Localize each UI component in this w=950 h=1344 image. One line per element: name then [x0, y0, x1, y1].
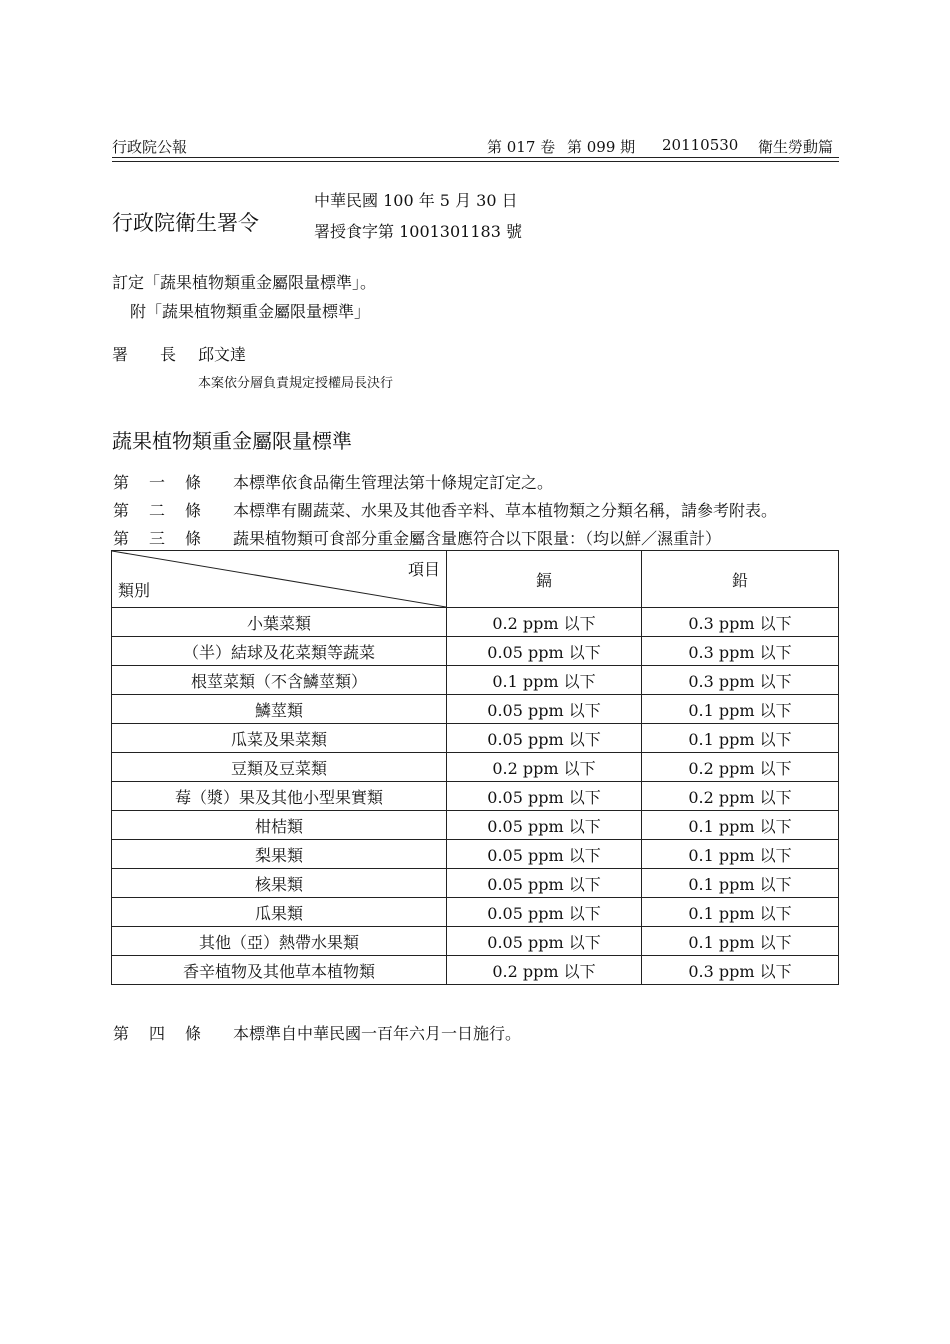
cadmium-cell: 0.05 ppm 以下 [447, 927, 642, 956]
table-row [112, 637, 839, 666]
table-row [112, 840, 839, 869]
table-row [112, 666, 839, 695]
cadmium-cell: 0.05 ppm 以下 [447, 782, 642, 811]
lead-cell: 0.2 ppm 以下 [642, 753, 839, 782]
article-number: 第 二 條 [113, 501, 201, 520]
diagonal-header-cell [112, 551, 447, 608]
table-row [112, 695, 839, 724]
article-1 [113, 470, 833, 492]
diagonal-line [112, 551, 446, 607]
signature-name: 邱文達 [198, 345, 247, 364]
header-category-label: 類別 [118, 581, 151, 600]
cadmium-cell: 0.2 ppm 以下 [447, 956, 642, 985]
category-cell: 根莖菜類（不含鱗莖類） [112, 666, 447, 695]
cadmium-cell: 0.05 ppm 以下 [447, 637, 642, 666]
category-cell: 小葉菜類 [112, 608, 447, 637]
category-cell: 瓜果類 [112, 898, 447, 927]
lead-cell: 0.1 ppm 以下 [642, 811, 839, 840]
category-cell: 莓（漿）果及其他小型果實類 [112, 782, 447, 811]
order-date: 中華民國 100 年 5 月 30 日 [314, 191, 518, 210]
order-body-line2: 附「蔬果植物類重金屬限量標準」 [130, 302, 371, 321]
category-cell: 核果類 [112, 869, 447, 898]
lead-cell: 0.1 ppm 以下 [642, 927, 839, 956]
table-row [112, 811, 839, 840]
table-row [112, 956, 839, 985]
lead-cell: 0.3 ppm 以下 [642, 956, 839, 985]
article-text: 本標準依食品衛生管理法第十條規定訂定之。 [233, 473, 554, 492]
lead-cell: 0.1 ppm 以下 [642, 898, 839, 927]
article-3 [113, 526, 833, 548]
table-row [112, 782, 839, 811]
cadmium-cell: 0.05 ppm 以下 [447, 869, 642, 898]
section-name: 衛生勞動篇 [758, 138, 834, 156]
category-cell: 柑桔類 [112, 811, 447, 840]
issue-number: 第 099 期 [567, 138, 636, 156]
category-cell: （半）結球及花菜類等蔬菜 [112, 637, 447, 666]
standard-title: 蔬果植物類重金屬限量標準 [112, 429, 352, 453]
table-row [112, 608, 839, 637]
header-item-label: 項目 [407, 560, 440, 579]
cadmium-cell: 0.05 ppm 以下 [447, 840, 642, 869]
article-number: 第 一 條 [113, 473, 201, 492]
column-header-cadmium: 鎘 [447, 551, 642, 608]
article-4 [113, 1021, 833, 1043]
lead-cell: 0.3 ppm 以下 [642, 637, 839, 666]
category-cell: 其他（亞）熱帶水果類 [112, 927, 447, 956]
cadmium-cell: 0.05 ppm 以下 [447, 811, 642, 840]
lead-cell: 0.1 ppm 以下 [642, 695, 839, 724]
cadmium-cell: 0.05 ppm 以下 [447, 898, 642, 927]
lead-cell: 0.1 ppm 以下 [642, 724, 839, 753]
cadmium-cell: 0.2 ppm 以下 [447, 608, 642, 637]
lead-cell: 0.1 ppm 以下 [642, 869, 839, 898]
table-row [112, 898, 839, 927]
order-number: 署授食字第 1001301183 號 [314, 222, 522, 241]
table-row [112, 753, 839, 782]
volume-number: 第 017 卷 [487, 138, 556, 156]
authorization-note: 本案依分層負責規定授權局長決行 [198, 376, 394, 391]
category-cell: 豆類及豆菜類 [112, 753, 447, 782]
article-text: 本標準自中華民國一百年六月一日施行。 [233, 1024, 522, 1043]
lead-cell: 0.2 ppm 以下 [642, 782, 839, 811]
publication-date: 20110530 [662, 136, 739, 154]
cadmium-cell: 0.05 ppm 以下 [447, 695, 642, 724]
order-title: 行政院衛生署令 [112, 211, 259, 235]
category-cell: 香辛植物及其他草本植物類 [112, 956, 447, 985]
article-number: 第 四 條 [113, 1024, 201, 1043]
lead-cell: 0.1 ppm 以下 [642, 840, 839, 869]
article-text: 蔬果植物類可食部分重金屬含量應符合以下限量：（均以鮮／濕重計） [233, 529, 722, 548]
signature-title: 署 長 [112, 345, 177, 364]
heavy-metal-limits-table [111, 550, 839, 985]
category-cell: 鱗莖類 [112, 695, 447, 724]
cadmium-cell: 0.1 ppm 以下 [447, 666, 642, 695]
publication-name: 行政院公報 [112, 138, 188, 156]
cadmium-cell: 0.2 ppm 以下 [447, 753, 642, 782]
table-row [112, 869, 839, 898]
table-row [112, 724, 839, 753]
category-cell: 梨果類 [112, 840, 447, 869]
header-rule-thick [112, 157, 839, 158]
cadmium-cell: 0.05 ppm 以下 [447, 724, 642, 753]
lead-cell: 0.3 ppm 以下 [642, 666, 839, 695]
header-rule-thin [112, 161, 839, 162]
lead-cell: 0.3 ppm 以下 [642, 608, 839, 637]
article-number: 第 三 條 [113, 529, 201, 548]
article-text: 本標準有關蔬菜、水果及其他香辛料、草本植物類之分類名稱，請參考附表。 [233, 501, 778, 520]
category-cell: 瓜菜及果菜類 [112, 724, 447, 753]
table-row [112, 927, 839, 956]
article-2 [113, 498, 833, 520]
order-body-line1: 訂定「蔬果植物類重金屬限量標準」。 [112, 273, 377, 292]
column-header-lead: 鉛 [642, 551, 839, 608]
